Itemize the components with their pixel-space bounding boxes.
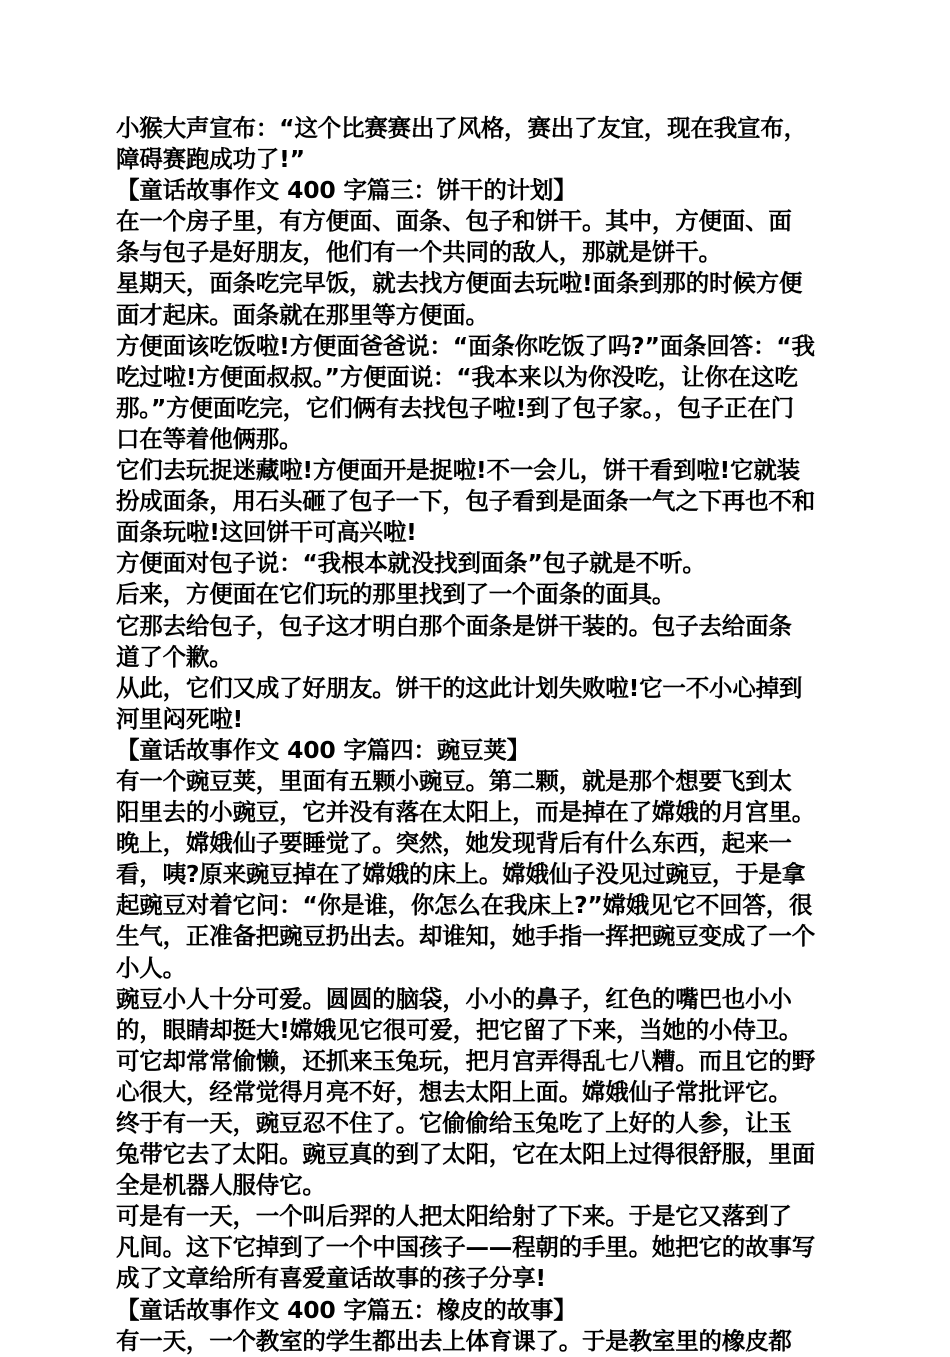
section-heading: 【童话故事作文 400 字篇三：饼干的计划】 <box>116 176 577 205</box>
section-heading: 【童话故事作文 400 字篇四：豌豆荚】 <box>116 735 530 764</box>
text-line: 小人。 <box>116 953 186 982</box>
document-body <box>116 113 838 1357</box>
text-line: 可是有一天，一个叫后羿的人把太阳给射了下来。于是它又落到了 <box>116 1202 792 1231</box>
text-line: 起豌豆对着它问：“你是谁，你怎么在我床上?”嫦娥见它不回答，很 <box>116 891 813 920</box>
text-line: 它们去玩捉迷藏啦!方便面开是捉啦!不一会儿，饼干看到啦!它就装 <box>116 456 800 485</box>
text-line: 的，眼睛却挺大!嫦娥见它很可爱，把它留了下来，当她的小侍卫。 <box>116 1015 803 1044</box>
text-line: 看，咦?原来豌豆掉在了嫦娥的床上。嫦娥仙子没见过豌豆，于是拿 <box>116 860 806 889</box>
text-line: 终于有一天，豌豆忍不住了。它偷偷给玉兔吃了上好的人参，让玉 <box>116 1109 792 1137</box>
text-line: 有一天，一个教室的学生都出去上体育课了。于是教室里的橡皮都 <box>116 1326 792 1355</box>
text-line: 它那去给包子，包子这才明白那个面条是饼干装的。包子去给面条 <box>116 611 792 640</box>
text-line: 有一个豌豆荚，里面有五颗小豌豆。第二颗，就是那个想要飞到太 <box>116 766 792 795</box>
text-line: 方便面该吃饭啦!方便面爸爸说：“面条你吃饭了吗?”面条回答：“我 <box>116 331 815 360</box>
text-line: 面条玩啦!这回饼干可高兴啦! <box>116 518 417 547</box>
text-line: 扮成面条，用石头砸了包子一下，包子看到是面条一气之下再也不和 <box>116 487 815 516</box>
text-line: 道了个歉。 <box>116 642 233 671</box>
text-line: 吃过啦!方便面叔叔。”方便面说：“我本来以为你没吃，让你在这吃 <box>116 362 798 391</box>
text-line: 可它却常常偷懒，还抓来玉兔玩，把月宫弄得乱七八糟。而且它的野 <box>116 1046 815 1075</box>
text-line: 条与包子是好朋友，他们有一个共同的敌人，那就是饼干。 <box>116 238 722 267</box>
text-line: 那。”方便面吃完，它们俩有去找包子啦!到了包子家。，包子正在门 <box>116 393 794 422</box>
text-line: 成了文章给所有喜爱童话故事的孩子分享! <box>116 1264 546 1293</box>
text-line: 星期天，面条吃完早饭，就去找方便面去玩啦!面条到那的时候方便 <box>116 269 803 298</box>
text-line: 口在等着他俩那。 <box>116 424 303 453</box>
text-line: 后来，方便面在它们玩的那里找到了一个面条的面具。 <box>116 580 676 609</box>
text-line: 障碍赛跑成功了!” <box>116 145 305 174</box>
text-line: 阳里去的小豌豆，它并没有落在太阳上，而是掉在了嫦娥的月宫里。 <box>116 798 815 827</box>
text-line: 方便面对包子说：“我根本就没找到面条”包子就是不听。 <box>116 549 706 578</box>
text-line: 生气，正准备把豌豆扔出去。却谁知，她手指一挥把豌豆变成了一个 <box>116 922 815 951</box>
text-line: 晚上，嫦娥仙子要睡觉了。突然，她发现背后有什么东西，起来一 <box>116 829 792 858</box>
text-line: 豌豆小人十分可爱。圆圆的脑袋，小小的鼻子，红色的嘴巴也小小 <box>116 984 792 1013</box>
text-line: 在一个房子里，有方便面、面条、包子和饼干。其中，方便面、面 <box>116 207 792 236</box>
text-line: 心很大，经常觉得月亮不好，想去太阳上面。嫦娥仙子常批评它。 <box>116 1077 792 1106</box>
text-line: 全是机器人服侍它。 <box>116 1171 326 1200</box>
text-line: 从此，它们又成了好朋友。饼干的这此计划失败啦!它一不小心掉到 <box>116 673 803 702</box>
text-line: 河里闷死啦! <box>116 704 244 733</box>
text-line: 凡间。这下它掉到了一个中国孩子——程朝的手里。她把它的故事写 <box>116 1233 815 1262</box>
section-heading: 【童话故事作文 400 字篇五：橡皮的故事】 <box>116 1295 577 1324</box>
text-line: 面才起床。面条就在那里等方便面。 <box>116 300 489 329</box>
text-line: 小猴大声宣布：“这个比赛赛出了风格，赛出了友宜，现在我宣布， <box>116 114 807 142</box>
text-line: 兔带它去了太阳。豌豆真的到了太阳，它在太阳上过得很舒服，里面 <box>116 1140 815 1169</box>
